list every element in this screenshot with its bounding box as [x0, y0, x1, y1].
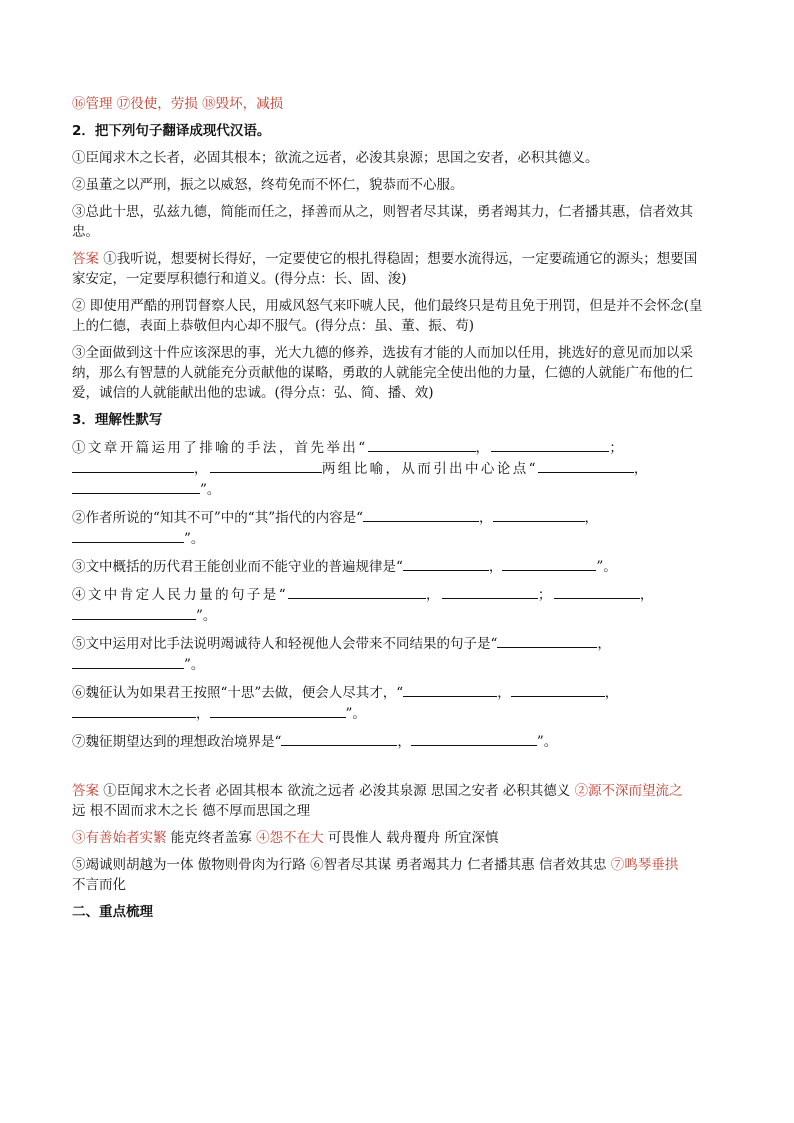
q2-answer-3-end: 爱，诚信的人就能献出他的忠诚。(得分点：弘、简、播、效)	[72, 385, 434, 401]
blank-field[interactable]	[442, 584, 538, 599]
q2-answer-3: ③全面做到这十件应该深思的事，光大九德的修养，选拔有才能的人而加以任用，挑选好的意见而加以采	[72, 345, 693, 361]
question-3-title: 3．理解性默写	[72, 412, 163, 428]
q3-item-5-end: ”。	[72, 654, 724, 675]
blank-field[interactable]	[403, 682, 497, 697]
q3-item-2: ②作者所说的“知其不可”中的“其”指代的内容是“ ， ，	[72, 507, 724, 528]
q3-item-4-end: ”。	[72, 605, 724, 626]
q2-sentence-1: ①臣闻求木之长者，必固其根本；欲流之远者，必浚其泉源；思国之安者，必积其德义。	[72, 150, 599, 166]
blank-field[interactable]	[497, 633, 597, 648]
blank-field[interactable]	[554, 584, 640, 599]
q3-answer-line-1: 答案 ①臣闻求木之长者 必固其根本 欲流之远者 必浚其泉源 思国之安者 必积其德义 ②源不深而望流之	[72, 783, 683, 799]
q3-item-4: ④文中肯定人民力量的句子是“ ， ； ，	[72, 584, 724, 605]
q2-answer-1-cont: 家安定，一定要厚积德行和道义。(得分点：长、固、浚)	[72, 271, 407, 287]
q3-answer-line-4: ⑤竭诚则胡越为一体 傲物则骨肉为行路 ⑥智者尽其谋 勇者竭其力 仁者播其惠 信者效其忠 ⑦鸣琴垂拱	[72, 857, 679, 873]
q3-item-2-end: ”。	[72, 528, 724, 549]
q3-item-5: ⑤文中运用对比手法说明竭诚待人和轻视他人会带来不同结果的句子是“ ，	[72, 633, 724, 654]
q2-answer-3-cont: 纳，那么有智慧的人就能充分贡献他的谋略，勇敢的人就能完全使出他的力量，仁德的人就能广布他的仁	[72, 365, 693, 381]
q3-item-7: ⑦魏征期望达到的理想政治境界是“ ， ”。	[72, 731, 724, 752]
blank-field[interactable]	[72, 654, 184, 669]
blank-field[interactable]	[288, 584, 426, 599]
q2-answer-2: ② 即使用严酷的刑罚督察人民，用威风怒气来吓唬人民，他们最终只是苟且免于刑罚，但是并不会怀念(皇	[72, 298, 703, 314]
blank-field[interactable]	[210, 703, 346, 718]
blank-field[interactable]	[502, 556, 596, 571]
q3-item-6-end: ， ”。	[72, 703, 724, 724]
blank-field[interactable]	[403, 556, 489, 571]
blank-field[interactable]	[493, 507, 585, 522]
q2-sentence-2: ②虽董之以严刑，振之以威怒，终苟免而不怀仁，貌恭而不心服。	[72, 177, 464, 193]
blank-field[interactable]	[72, 458, 194, 473]
q3-item-1: ①文章开篇运用了排喻的手法，首先举出“ ， ；	[72, 437, 724, 458]
answer-label: 答案	[72, 251, 99, 267]
q2-answer-1: 答案 ①我听说，想要树长得好，一定要使它的根扎得稳固；想要水流得远，一定要疏通它的源头；想要国	[72, 251, 698, 267]
blank-field[interactable]	[411, 731, 537, 746]
q3-item-1-cont: ， 两组比喻，从而引出中心论点“ ，	[72, 458, 724, 479]
blank-field[interactable]	[491, 437, 609, 452]
blank-field[interactable]	[511, 682, 605, 697]
blank-field[interactable]	[210, 458, 322, 473]
blank-field[interactable]	[72, 528, 184, 543]
question-2-title: 2．把下列句子翻译成现代汉语。	[72, 123, 271, 139]
blank-field[interactable]	[72, 605, 196, 620]
q3-item-6: ⑥魏征认为如果君王按照“十思”去做，便会人尽其才，“ ， ，	[72, 682, 724, 703]
q3-answer-line-3: ③有善始者实繁 能克终者盖寡 ④怨不在大 可畏惟人 载舟覆舟 所宜深慎	[72, 830, 499, 846]
q3-answer-line-2: 远 根不固而求木之长 德不厚而思国之理	[72, 803, 311, 819]
q2-sentence-3-cont: 忠。	[72, 224, 99, 240]
blank-field[interactable]	[281, 731, 397, 746]
blank-field[interactable]	[368, 437, 476, 452]
blank-field[interactable]	[363, 507, 479, 522]
blank-field[interactable]	[72, 703, 196, 718]
q2-sentence-3: ③总此十思，弘兹九德，简能而任之，择善而从之，则智者尽其谋，勇者竭其力，仁者播其惠，信者效其	[72, 204, 693, 220]
q3-answer-line-5: 不言而化	[72, 877, 126, 893]
blank-field[interactable]	[538, 458, 634, 473]
q3-item-3: ③文中概括的历代君王能创业而不能守业的普遍规律是“ ， ”。	[72, 556, 724, 577]
q2-answer-2-cont: 上的仁德，表面上恭敬但内心却不服气。(得分点：虽、董、振、苟)	[72, 318, 475, 334]
answers-16-18: ⑯管理 ⑰役使，劳损 ⑱毁坏，减损	[72, 96, 284, 112]
section-title: 二、重点梳理	[72, 904, 153, 920]
blank-field[interactable]	[72, 479, 200, 494]
document-page	[72, 94, 724, 929]
q3-item-1-end: ”。	[72, 479, 724, 500]
